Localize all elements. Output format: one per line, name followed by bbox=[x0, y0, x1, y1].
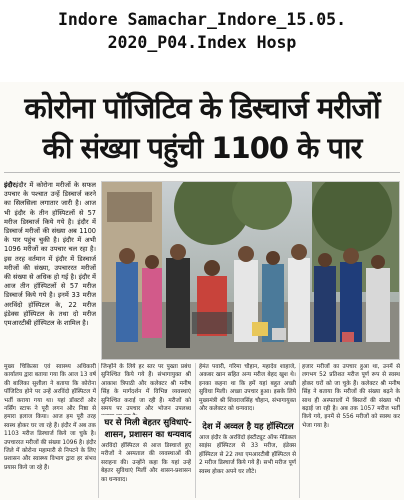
article-column-1: मुख्य चिकित्सा एवं स्वास्थ्य अधिकारी कार्यालय द्वारा बताया गया कि आज 13 वर्ष की बालिका सुशीला ने बताया कि कोरोना पॉजिटिव होने पर उन्हें अरविंदो हॉस्पिटल में भर्ती कराया गया था। यहां डॉक्टरों और नर्सिंग स्टाफ ने पूरी लगन और निष्ठा से हमारा इलाज किया। आज हम पूरी तरह स्वस्थ होकर घर जा रहे हैं। इंदौर में अब तक 1103 मरीज डिस्चार्ज किये जा चुके है। उपचाररत मरीजों की संख्या 1096 है। इंदौर जिले में कोरोना महामारी से निपटने के लिए प्रशासन और स्वास्थ्य विभाग द्वारा हर संभव प्रयास किये जा रहे हैं। bbox=[4, 364, 96, 471]
column-divider bbox=[98, 363, 99, 498]
subheading-2: देश में अव्वल है यह हॉस्पिटल bbox=[202, 422, 294, 432]
subheading-1-line-1: घर से मिली बेहतर सुविधाएं- bbox=[104, 418, 192, 428]
article-column-3-continued: आज इंदौर के अरविंदो इंस्टीट्यूट ऑफ मेडिकल साइंस हॉस्पिटल से 33 मरीज, इंडेक्स हॉस्पिटल से 22 तथा एमआरटीबी हॉस्पिटल से 2 मरीज डिस्चार्ज किये गये हैं। सभी मरीज पूर्ण स्वस्थ होकर अपने घर लौटे। bbox=[199, 435, 296, 475]
lead-text: इंदौर में कोरोना मरीजों के सफल उपचार के पश्चात उन्हें डिस्चार्ज करने का सिलसिला लगातार जारी है। आज भी इंदौर के तीन हॉस्पिटलों से 57 मरीज डिस्चार्ज किये गये है। इंदौर में डिस्चार्ज मरीजों की संख्या अब 1100 के पार पहुंच चुकी है। इंदौर में अभी 1096 मरीजों का उपचार चल रहा है। इस तरह वर्तमान में इंदौर में डिस्चार्ज मरीजों की संख्या, उपचाररत मरीजों की संख्या से अधिक हो गई है। इंदौर में आज तीन हॉस्पिटलों से 57 मरीज डिस्चार्ज किये गये है। इनमें 33 मरीज अरविंदो हॉस्पिटल के, 22 मरीज इंडेक्स हॉस्पिटल के तथा दो मरीज एमआरटीबी हॉस्पिटल के शामिल है। bbox=[4, 181, 96, 328]
column-divider bbox=[195, 363, 196, 498]
subheading-1-line-2: शासन, प्रशासन का धन्यवाद bbox=[104, 430, 192, 440]
article-column-4: हजार मरीजों का उपचार हुआ था, उनमें से लगभग 52 प्रतिशत मरीज पूर्ण रूप से स्वस्थ होकर घरों को जा चुके हैं। कलेक्टर श्री मनीष सिंह ने बताया कि मरीजों की संख्या बढ़ने के साथ ही अस्पतालों में बिस्तरों की संख्या भी बढ़ाई जा रही है। अब तक 1057 मरीज भर्ती किये गये, इनमें से 556 मरीजों को स्वस्थ कर भेजा गया है। bbox=[302, 364, 400, 429]
headline-line-2: की संख्या पहुंची 1100 के पार bbox=[42, 131, 362, 165]
headline-divider bbox=[4, 172, 400, 173]
dateline: इंदौर bbox=[4, 181, 16, 189]
article-column-3: हेमंत पवारी, गरिमा चौहान, महादेव शाहाजे, अकबर खान सहित अन्य मरीज बेहद खुश थे। इनका कहना था कि हमें यहां बहुत अच्छी सुविधा मिली। अच्छा उपचार हुआ। इसके लिये मुख्यमंत्री श्री शिवराजसिंह चौहान, संभागायुक्त और कलेक्टर को धन्यवाद। bbox=[199, 364, 296, 413]
caption-line-1: Indore Samachar_Indore_15.05. bbox=[57, 10, 347, 29]
lead-paragraph bbox=[4, 181, 96, 361]
news-photo bbox=[101, 181, 400, 360]
headline-line-1: कोरोना पॉजिटिव के डिस्चार्ज मरीजों bbox=[24, 91, 380, 125]
caption-line-2: 2020_P04.Index Hosp bbox=[107, 33, 297, 52]
document-caption bbox=[0, 8, 404, 54]
group-photo-icon bbox=[102, 182, 399, 359]
article-column-2: जिन्होंने के लिये हर स्तर पर पुख्ता प्रबंध सुनिश्चित किये गये हैं। संभागायुक्त श्री आकाश त्रिपाठी और कलेक्टर श्री मनीष सिंह के मार्गदर्शन में विभिन्न व्यवस्थाएं सुनिश्चित कराई जा रही हैं। मरीजों को समय पर उपचार और भोजन उपलब्ध bbox=[101, 364, 191, 413]
article-column-2-continued: अरविंदो हॉस्पिटल से आज डिस्चार्ज हुए मरीजों ने अस्पताल की व्यवस्थाओं की सराहना की। उन्होंने कहा कि यहां उन्हें बेहतर सुविधाएं मिलीं और शासन-प्रशासन का धन्यवाद। bbox=[101, 443, 191, 483]
column-divider bbox=[299, 363, 300, 498]
